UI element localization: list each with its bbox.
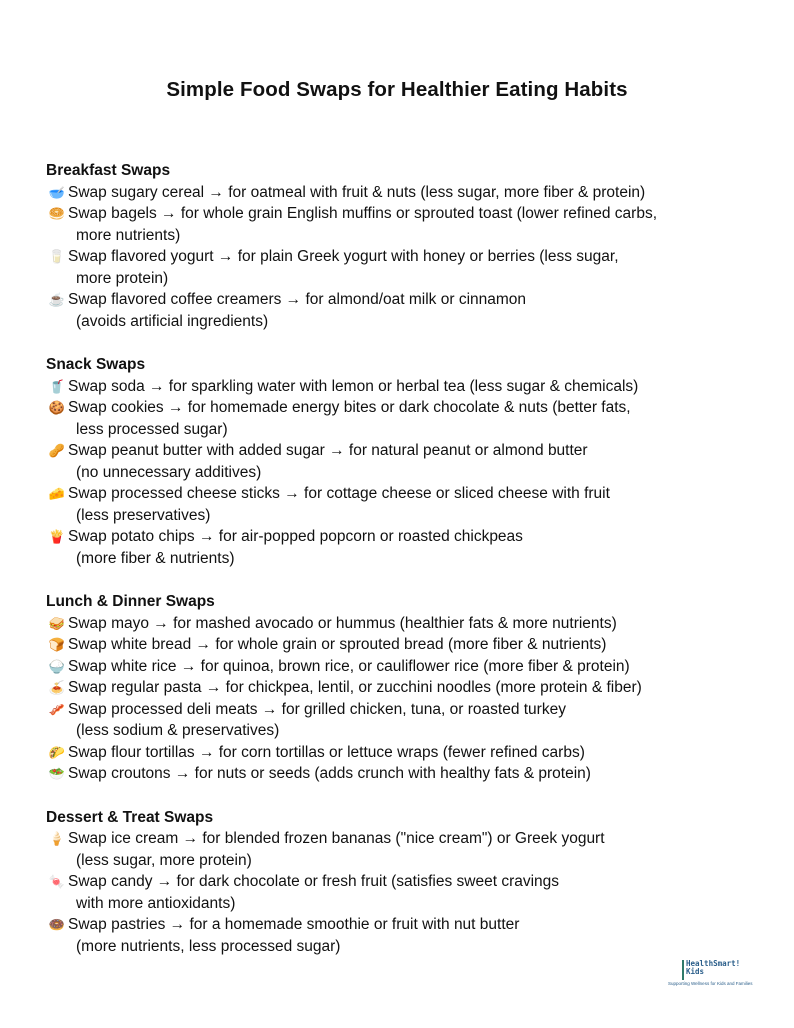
- list-item: [46, 656, 746, 678]
- food-icon: 🌮: [48, 744, 66, 760]
- swap-text: [68, 483, 746, 526]
- swap-text: [68, 613, 746, 635]
- swap-text-continuation: more protein): [76, 269, 169, 287]
- list-item: [46, 397, 746, 440]
- list-item: [46, 440, 746, 483]
- swap-text: [68, 634, 746, 656]
- list-item: [46, 483, 746, 526]
- swap-text: [68, 526, 746, 569]
- list-item: [46, 613, 746, 635]
- food-icon: 🥪: [48, 615, 66, 631]
- food-icon: 🍬: [48, 874, 66, 889]
- section: [46, 354, 746, 569]
- swap-text: [68, 828, 746, 871]
- swap-text: [68, 182, 746, 204]
- swap-text-continuation: (more fiber & nutrients): [76, 549, 235, 567]
- food-icon: 🥤: [48, 378, 66, 394]
- logo-mark-icon: [682, 960, 684, 980]
- logo-tagline: Supporting Wellness for Kids and Families: [668, 981, 753, 986]
- swap-text-line: Swap sugary cereal → for oatmeal with fruit & nuts (less sugar, more fiber & protein): [68, 183, 646, 201]
- list-item: [46, 677, 746, 699]
- food-icon: 🍩: [48, 917, 66, 932]
- list-item: [46, 763, 746, 785]
- page-title: Simple Food Swaps for Healthier Eating Habits: [166, 78, 628, 101]
- food-icon: 🍚: [48, 658, 66, 674]
- swap-text: [68, 677, 746, 699]
- food-icon: 🥯: [48, 206, 66, 221]
- swap-text: [68, 871, 746, 914]
- food-icon: 🍝: [48, 680, 66, 695]
- swap-text-line: Swap white bread → for whole grain or sprouted bread (more fiber & nutrients): [68, 636, 607, 653]
- list-item: [46, 246, 746, 289]
- swap-text-continuation: (less preservatives): [76, 506, 211, 524]
- list-item: [46, 289, 746, 332]
- swap-text-line: Swap pastries → for a homemade smoothie or fruit with nut butter: [68, 916, 520, 933]
- swap-text-continuation: (less sugar, more protein): [76, 851, 252, 869]
- swap-text-continuation: (less sodium & preservatives): [76, 722, 280, 739]
- logo-name: HealthSmart! Kids: [686, 959, 741, 976]
- list-item: [46, 526, 746, 569]
- food-icon: 🧀: [48, 486, 66, 501]
- section-heading: Dessert & Treat Swaps: [46, 808, 214, 826]
- swap-text-line: Swap processed cheese sticks → for cottage cheese or sliced cheese with fruit: [68, 485, 610, 502]
- list-item: [46, 871, 746, 914]
- swap-text-line: Swap regular pasta → for chickpea, lentil, or zucchini noodles (more protein & fiber): [68, 679, 642, 696]
- swap-text-continuation: less processed sugar): [76, 420, 228, 438]
- swap-text-line: Swap processed deli meats → for grilled chicken, tuna, or roasted turkey: [68, 700, 566, 718]
- food-icon: 🥛: [48, 249, 66, 264]
- food-icon: 🍟: [48, 529, 66, 544]
- food-icon: ☕: [48, 292, 66, 307]
- section: [46, 160, 746, 332]
- swap-text: [68, 203, 746, 246]
- swap-text: [68, 742, 746, 764]
- list-item: [46, 182, 746, 204]
- swap-text: [68, 763, 746, 785]
- swap-text-continuation: with more antioxidants): [76, 894, 236, 912]
- swap-text-line: Swap cookies → for homemade energy bites or dark chocolate & nuts (better fats,: [68, 399, 631, 416]
- food-icon: 🍪: [48, 400, 66, 415]
- food-icon: 🥗: [48, 766, 66, 781]
- swap-text-continuation: (no unnecessary additives): [76, 463, 262, 481]
- swap-text: [68, 397, 746, 440]
- swap-text: [68, 246, 746, 289]
- swap-text: [68, 376, 746, 398]
- swap-text-continuation: (more nutrients, less processed sugar): [76, 937, 341, 955]
- swap-text-line: Swap soda → for sparkling water with lemon or herbal tea (less sugar & chemicals): [68, 377, 639, 395]
- section: [46, 591, 746, 785]
- list-item: [46, 828, 746, 871]
- section-heading: Snack Swaps: [46, 356, 146, 373]
- list-item: [46, 699, 746, 742]
- swap-text-line: Swap white rice → for quinoa, brown rice, or cauliflower rice (more fiber & protein): [68, 657, 630, 675]
- swap-text-line: Swap potato chips → for air-popped popcorn or roasted chickpeas: [68, 528, 523, 545]
- swap-text-line: Swap flavored coffee creamers → for almond/oat milk or cinnamon: [68, 291, 527, 308]
- swap-text: [68, 914, 746, 957]
- list-item: [46, 742, 746, 764]
- swap-text-line: Swap croutons → for nuts or seeds (adds crunch with healthy fats & protein): [68, 765, 591, 782]
- healthsmart-kids-logo: [668, 960, 768, 990]
- swap-text: [68, 289, 746, 332]
- swap-list: [46, 160, 746, 979]
- swap-text-line: Swap flour tortillas → for corn tortillas or lettuce wraps (fewer refined carbs): [68, 743, 585, 761]
- food-icon: 🥣: [48, 184, 66, 200]
- swap-text-line: Swap ice cream → for blended frozen bananas ("nice cream") or Greek yogurt: [68, 830, 605, 847]
- food-icon: 🍦: [48, 831, 66, 846]
- swap-text-line: Swap flavored yogurt → for plain Greek yogurt with honey or berries (less sugar,: [68, 248, 619, 265]
- swap-text-line: Swap peanut butter with added sugar → for natural peanut or almond butter: [68, 442, 588, 459]
- swap-text: [68, 699, 746, 742]
- food-icon: 🥜: [48, 443, 66, 458]
- list-item: [46, 203, 746, 246]
- food-icon: 🥓: [48, 701, 66, 717]
- swap-text-line: Swap candy → for dark chocolate or fresh fruit (satisfies sweet cravings: [68, 873, 560, 890]
- swap-text: [68, 440, 746, 483]
- swap-text-continuation: more nutrients): [76, 226, 181, 244]
- swap-text-line: Swap mayo → for mashed avocado or hummus (healthier fats & more nutrients): [68, 614, 617, 632]
- list-item: [46, 376, 746, 398]
- swap-text-continuation: (avoids artificial ingredients): [76, 312, 269, 330]
- list-item: [46, 634, 746, 656]
- swap-text: [68, 656, 746, 678]
- section-heading: Lunch & Dinner Swaps: [46, 593, 215, 610]
- swap-text-line: Swap bagels → for whole grain English muffins or sprouted toast (lower refined carbs,: [68, 205, 658, 222]
- section: [46, 807, 746, 958]
- section-heading: Breakfast Swaps: [46, 162, 171, 179]
- list-item: [46, 914, 746, 957]
- food-icon: 🍞: [48, 637, 66, 652]
